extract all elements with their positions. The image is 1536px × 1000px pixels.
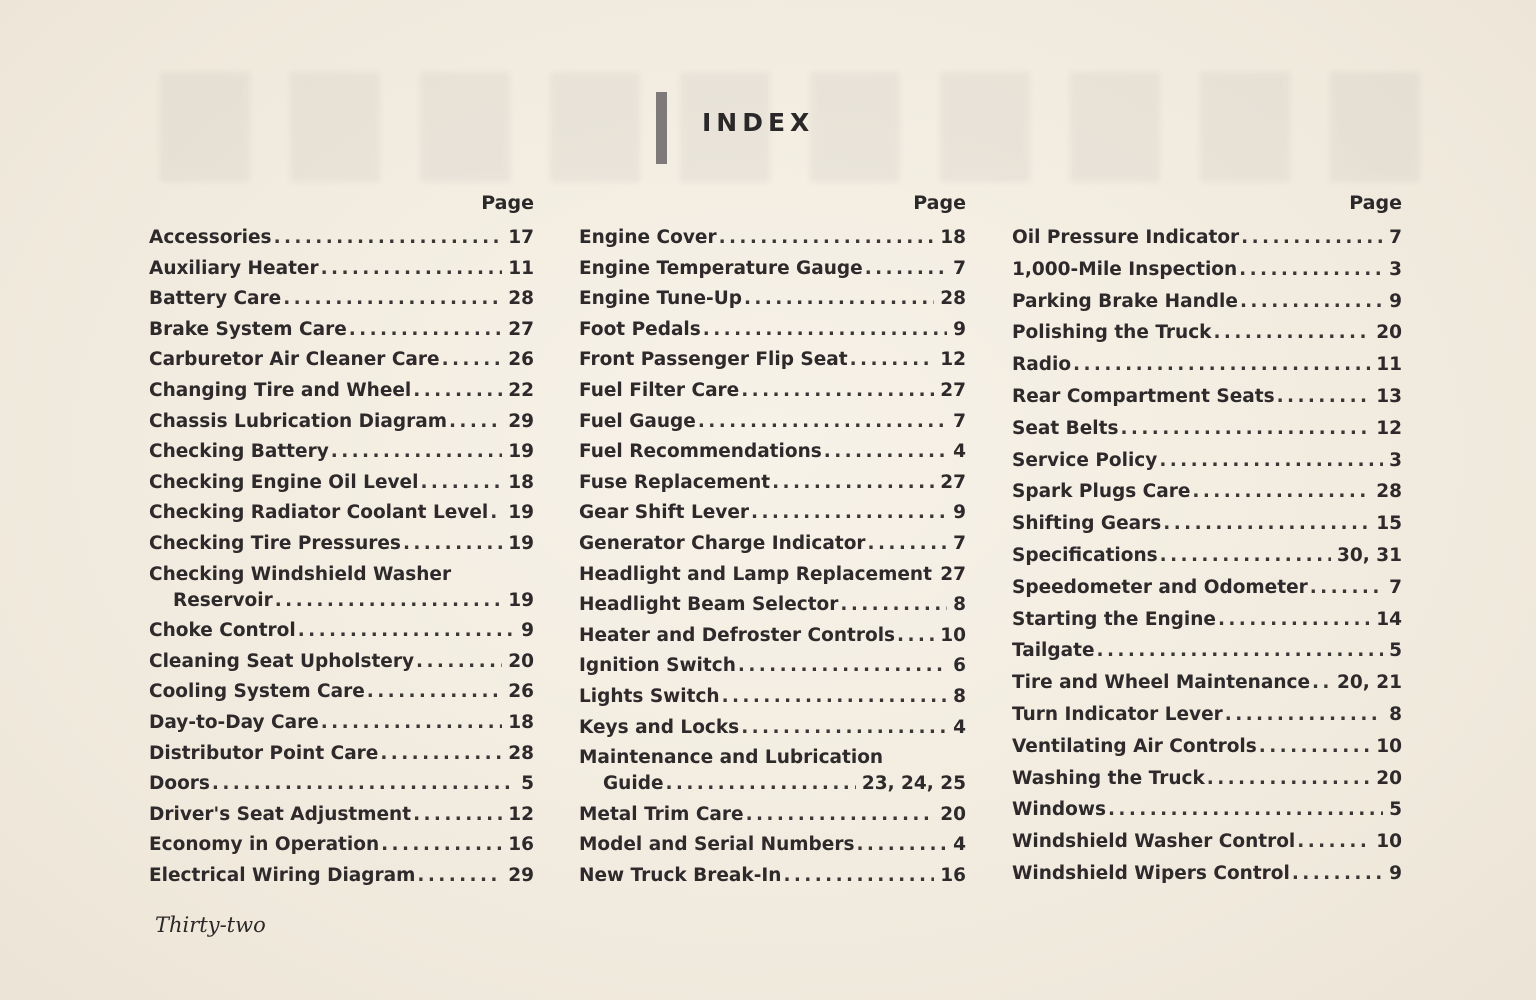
index-entry-label: Radio	[1012, 354, 1072, 376]
index-column-3	[1012, 189, 1402, 909]
index-entry-label: Engine Tune-Up	[579, 288, 742, 310]
index-entry-label: Specifications	[1012, 545, 1158, 566]
index-entry-page: 8	[953, 594, 966, 616]
dot-leader	[449, 411, 502, 432]
index-entry	[579, 227, 966, 248]
index-entry-page: 27	[940, 563, 966, 585]
index-entry	[579, 349, 966, 370]
dot-leader	[850, 349, 935, 370]
index-entry-label: Cooling System Care	[149, 681, 365, 703]
index-entry	[149, 590, 534, 611]
index-entry	[579, 533, 966, 554]
index-entry	[1012, 545, 1402, 566]
index-entry	[149, 773, 534, 794]
index-entry	[579, 472, 966, 493]
dot-leader	[868, 533, 948, 554]
index-entry-label: Foot Pedals	[579, 318, 701, 340]
index-entry-page: 7	[953, 257, 966, 279]
index-entry	[1012, 481, 1402, 502]
index-entry-label-continued: Reservoir	[173, 589, 273, 611]
dot-leader	[897, 625, 934, 646]
index-entry-page: 7	[953, 410, 966, 432]
index-entry-label: Polishing the Truck	[1012, 322, 1212, 344]
index-entry-page: 20	[1376, 322, 1402, 344]
index-entry-page: 10	[1376, 735, 1402, 757]
dot-leader	[1259, 736, 1370, 757]
index-entry-label: Checking Radiator Coolant Level	[149, 502, 489, 524]
index-entry-page: 27	[940, 380, 966, 401]
index-entry-page: 18	[940, 227, 966, 248]
index-entry-label: Ventilating Air Controls	[1012, 735, 1257, 757]
dot-leader	[442, 349, 503, 370]
index-entry	[579, 834, 966, 855]
dot-leader	[1225, 704, 1383, 725]
index-entry-label: Checking Windshield Washer	[149, 563, 452, 585]
dot-leader	[783, 865, 934, 886]
dot-leader	[275, 590, 503, 611]
dot-leader	[420, 472, 502, 493]
index-entry-page: 3	[1389, 449, 1402, 471]
index-entry	[1012, 418, 1402, 439]
index-entry-page: 7	[1389, 227, 1402, 248]
index-entry	[1012, 768, 1402, 789]
index-entry-label: Parking Brake Handle	[1012, 290, 1238, 312]
dot-leader	[381, 834, 502, 855]
index-entry	[1012, 450, 1402, 471]
index-entry	[149, 804, 534, 825]
index-entry-label: Ignition Switch	[579, 655, 736, 677]
index-entry	[149, 411, 534, 432]
heading-bar-decoration	[656, 92, 667, 164]
dot-leader	[331, 441, 502, 462]
index-entry-page: 27	[940, 471, 966, 493]
index-entry-page: 4	[953, 441, 966, 463]
index-entry	[149, 834, 534, 855]
index-column-2	[579, 189, 966, 909]
dot-leader	[722, 686, 948, 707]
index-entry-label-continued: Guide	[603, 773, 664, 795]
dot-leader	[738, 655, 947, 676]
index-entry	[149, 865, 534, 886]
index-column-1	[149, 189, 534, 909]
index-entry-label: Battery Care	[149, 288, 282, 310]
dot-leader	[321, 712, 503, 733]
index-entry	[1012, 577, 1402, 598]
index-entry-page: 9	[953, 318, 966, 340]
dot-leader	[490, 502, 502, 523]
dot-leader	[1108, 799, 1383, 820]
index-entry-label: Shifting Gears	[1012, 513, 1162, 535]
index-entry	[149, 533, 534, 554]
dot-leader	[824, 441, 947, 462]
index-entry-page: 19	[508, 589, 534, 611]
dot-leader	[349, 319, 503, 340]
index-entry	[579, 804, 966, 825]
dot-leader	[283, 288, 502, 309]
index-entry-page: 29	[508, 865, 534, 886]
dot-leader	[1312, 672, 1331, 693]
dot-leader	[1297, 831, 1370, 852]
index-entry-page: 20	[1376, 767, 1402, 789]
dot-leader	[1159, 450, 1383, 471]
page-title: INDEX	[702, 108, 815, 137]
dot-leader	[751, 502, 947, 523]
index-entry-page: 9	[1389, 290, 1402, 312]
dot-leader	[1160, 545, 1331, 566]
index-entry-label: Heater and Defroster Controls	[579, 624, 896, 646]
index-entry-label: Engine Cover	[579, 227, 717, 248]
index-entry-page: 30, 31	[1337, 545, 1402, 566]
index-entry	[579, 441, 966, 462]
index-entry-label: Chassis Lubrication Diagram	[149, 410, 447, 432]
index-entry-label: Washing the Truck	[1012, 767, 1205, 789]
index-entry-label: Carburetor Air Cleaner Care	[149, 349, 440, 371]
index-entry-page: 9	[521, 620, 534, 642]
index-entry-page: 5	[1389, 799, 1402, 821]
dot-leader	[1097, 640, 1384, 661]
index-entry-page: 4	[953, 716, 966, 738]
index-entry	[149, 620, 534, 641]
dot-leader	[1239, 259, 1383, 280]
index-entry-label: Checking Engine Oil Level	[149, 471, 419, 493]
index-entry	[1012, 513, 1402, 534]
index-entry-page: 10	[1376, 831, 1402, 853]
dot-leader	[1213, 322, 1370, 343]
index-entry-page: 20, 21	[1337, 672, 1402, 694]
index-entry	[579, 865, 966, 886]
index-entry-label: Tire and Wheel Maintenance	[1012, 672, 1310, 694]
index-entry-label: Metal Trim Care	[579, 803, 744, 825]
index-entry	[579, 258, 966, 279]
index-entry-label: Windshield Wipers Control	[1012, 863, 1290, 884]
dot-leader	[274, 227, 503, 248]
index-entry	[149, 288, 534, 309]
index-entry-label: Fuel Gauge	[579, 410, 696, 432]
index-entry-label: Fuel Recommendations	[579, 441, 822, 463]
dot-leader	[321, 258, 503, 279]
index-entry	[149, 743, 534, 764]
index-entry-page: 4	[953, 834, 966, 856]
index-heading	[656, 92, 814, 164]
index-entry	[149, 380, 534, 401]
index-entry	[579, 564, 966, 585]
index-entry	[579, 625, 966, 646]
index-entry-page: 13	[1376, 386, 1402, 407]
dot-leader	[666, 773, 856, 794]
index-entry-label: Starting the Engine	[1012, 608, 1216, 630]
index-entry-page: 20	[508, 650, 534, 672]
index-entry-label: Keys and Locks	[579, 716, 740, 738]
index-entry-page: 5	[521, 773, 534, 795]
index-entry-page: 23, 24, 25	[861, 773, 966, 795]
index-entry-label: Auxiliary Heater	[149, 257, 319, 279]
index-entry-page: 18	[508, 712, 534, 733]
index-entry	[1012, 704, 1402, 725]
index-entry-page: 7	[953, 533, 966, 554]
index-entry-label: Economy in Operation	[149, 834, 380, 856]
index-entry-label: Seat Belts	[1012, 417, 1119, 439]
index-entry-page: 12	[1376, 417, 1402, 439]
index-entry	[1012, 736, 1402, 757]
index-entry	[149, 651, 534, 672]
index-entry-page: 11	[508, 257, 534, 279]
index-entry	[149, 349, 534, 370]
index-entry-page: 3	[1389, 258, 1402, 280]
dot-leader	[857, 834, 948, 855]
index-entry	[1012, 322, 1402, 343]
dot-leader	[413, 804, 502, 825]
dot-leader	[417, 865, 502, 886]
index-entry-label: Cleaning Seat Upholstery	[149, 650, 415, 672]
dot-leader	[840, 594, 947, 615]
index-entry	[579, 773, 966, 794]
index-entry-page: 28	[508, 742, 534, 764]
index-entry-label: Generator Charge Indicator	[579, 533, 866, 554]
index-entry	[149, 227, 534, 248]
dot-leader	[772, 472, 934, 493]
index-entry-label: Engine Temperature Gauge	[579, 257, 863, 279]
index-entry-label: Spark Plugs Care	[1012, 481, 1191, 503]
index-entry-page: 9	[1389, 863, 1402, 884]
index-entry-label: Changing Tire and Wheel	[149, 380, 412, 401]
index-entry-page: 18	[508, 471, 534, 493]
index-entry-page: 14	[1376, 608, 1402, 630]
index-entry-page: 15	[1376, 513, 1402, 535]
index-entry-label: Brake System Care	[149, 318, 347, 340]
index-entry	[1012, 831, 1402, 852]
index-entry-page: 7	[1389, 576, 1402, 598]
index-entry	[1012, 227, 1402, 248]
dot-leader	[741, 380, 934, 401]
index-entry-label: Lights Switch	[579, 686, 720, 707]
page-number-footer: Thirty-two	[155, 913, 266, 937]
index-entry	[1012, 386, 1402, 407]
index-entry-page: 9	[953, 502, 966, 524]
index-entry	[149, 319, 534, 340]
index-entry-label: Oil Pressure Indicator	[1012, 227, 1240, 248]
index-entry	[149, 502, 534, 523]
index-entry	[1012, 291, 1402, 312]
index-entry-page: 11	[1376, 354, 1402, 376]
index-entry-label: Speedometer and Odometer	[1012, 576, 1308, 598]
index-entry-page: 28	[940, 288, 966, 310]
index-entry-page: 19	[508, 441, 534, 463]
index-entry	[1012, 259, 1402, 280]
index-entry-label: Checking Battery	[149, 441, 329, 463]
dot-leader	[1218, 609, 1370, 630]
index-entry-label: 1,000-Mile Inspection	[1012, 258, 1238, 280]
dot-leader	[1073, 354, 1370, 375]
dot-leader	[212, 773, 515, 794]
dot-leader	[746, 804, 935, 825]
index-entry	[1012, 799, 1402, 820]
index-entry-page: 8	[1389, 704, 1402, 725]
index-entry-page: 28	[508, 288, 534, 310]
dot-leader	[1163, 513, 1370, 534]
index-entry-label: Tailgate	[1012, 640, 1095, 662]
index-entry-page: 22	[508, 380, 534, 401]
index-entry-label: Windshield Washer Control	[1012, 831, 1296, 853]
index-entry	[1012, 640, 1402, 661]
index-entry-page: 16	[508, 834, 534, 856]
index-entry-label: Gear Shift Lever	[579, 502, 750, 524]
dot-leader	[1120, 418, 1370, 439]
index-entry	[1012, 672, 1402, 693]
index-entry	[149, 472, 534, 493]
dot-leader	[741, 717, 947, 738]
index-entry-label: Turn Indicator Lever	[1012, 704, 1223, 725]
index-entry-page: 12	[508, 803, 534, 825]
index-entry-page: 16	[940, 865, 966, 886]
index-entry	[579, 380, 966, 401]
dot-leader	[380, 743, 502, 764]
index-entry	[579, 319, 966, 340]
index-entry	[579, 686, 966, 707]
index-entry-page: 19	[508, 533, 534, 554]
index-entry	[149, 258, 534, 279]
index-entry-label: Maintenance and Lubrication	[579, 747, 884, 769]
index-entry	[579, 502, 966, 523]
dot-leader	[1207, 768, 1370, 789]
index-entry-label: Choke Control	[149, 620, 296, 642]
dot-leader	[367, 681, 502, 702]
index-entry	[579, 717, 966, 738]
index-entry-label: Fuse Replacement	[579, 471, 771, 493]
index-entry	[149, 681, 534, 702]
index-entry-page: 20	[940, 803, 966, 825]
index-entry-page: 28	[1376, 481, 1402, 503]
index-entry	[1012, 354, 1402, 375]
dot-leader	[403, 533, 502, 554]
dot-leader	[744, 288, 934, 309]
index-entry-page: 17	[508, 227, 534, 248]
index-entry-page: 29	[508, 410, 534, 432]
index-entry	[1012, 863, 1402, 884]
dot-leader	[1241, 227, 1383, 248]
index-entry	[579, 288, 966, 309]
index-entry-page: 26	[508, 349, 534, 371]
dot-leader	[719, 227, 935, 248]
index-entry-page: 8	[953, 686, 966, 707]
index-entry-page: 5	[1389, 640, 1402, 662]
index-entry	[579, 594, 966, 615]
index-entry-label: Windows	[1012, 799, 1106, 821]
index-entry-label: Distributor Point Care	[149, 742, 379, 764]
dot-leader	[413, 380, 502, 401]
page-column-header: Page	[1349, 192, 1402, 214]
index-entry	[1012, 609, 1402, 630]
index-entry-page: 19	[508, 502, 534, 524]
index-entry-label: Rear Compartment Seats	[1012, 386, 1275, 407]
index-entry-page: 6	[953, 655, 966, 677]
index-entry-label: Headlight Beam Selector	[579, 594, 839, 616]
index-entry-label: Front Passenger Flip Seat	[579, 349, 848, 371]
index-entry-label: Model and Serial Numbers	[579, 834, 855, 856]
index-entry	[149, 441, 534, 462]
dot-leader	[1277, 386, 1371, 407]
index-entry-label: Fuel Filter Care	[579, 380, 740, 401]
index-entry-label: New Truck Break-In	[579, 865, 782, 886]
index-entry-label: Checking Tire Pressures	[149, 533, 401, 554]
dot-leader	[298, 620, 515, 641]
dot-leader	[1310, 577, 1383, 598]
index-entry-label: Service Policy	[1012, 449, 1158, 471]
dot-leader	[1240, 291, 1383, 312]
index-entry-page: 27	[508, 318, 534, 340]
dot-leader	[698, 411, 947, 432]
index-entry-label: Accessories	[149, 227, 272, 248]
index-entry-label: Electrical Wiring Diagram	[149, 865, 416, 886]
index-entry	[579, 655, 966, 676]
dot-leader	[1292, 863, 1383, 884]
dot-leader	[865, 258, 947, 279]
index-entry-page: 26	[508, 681, 534, 703]
dot-leader	[1192, 481, 1370, 502]
index-entry-label: Day-to-Day Care	[149, 712, 319, 733]
index-entry	[149, 712, 534, 733]
dot-leader	[703, 319, 947, 340]
index-entry-page: 10	[940, 624, 966, 646]
dot-leader	[416, 651, 502, 672]
index-entry	[579, 411, 966, 432]
index-entry-page: 12	[940, 349, 966, 371]
page-column-header: Page	[913, 192, 966, 214]
index-entry-label: Driver's Seat Adjustment	[149, 803, 412, 825]
page-column-header: Page	[481, 192, 534, 214]
index-entry-label: Doors	[149, 773, 210, 795]
index-entry-label: Headlight and Lamp Replacement	[579, 563, 932, 585]
